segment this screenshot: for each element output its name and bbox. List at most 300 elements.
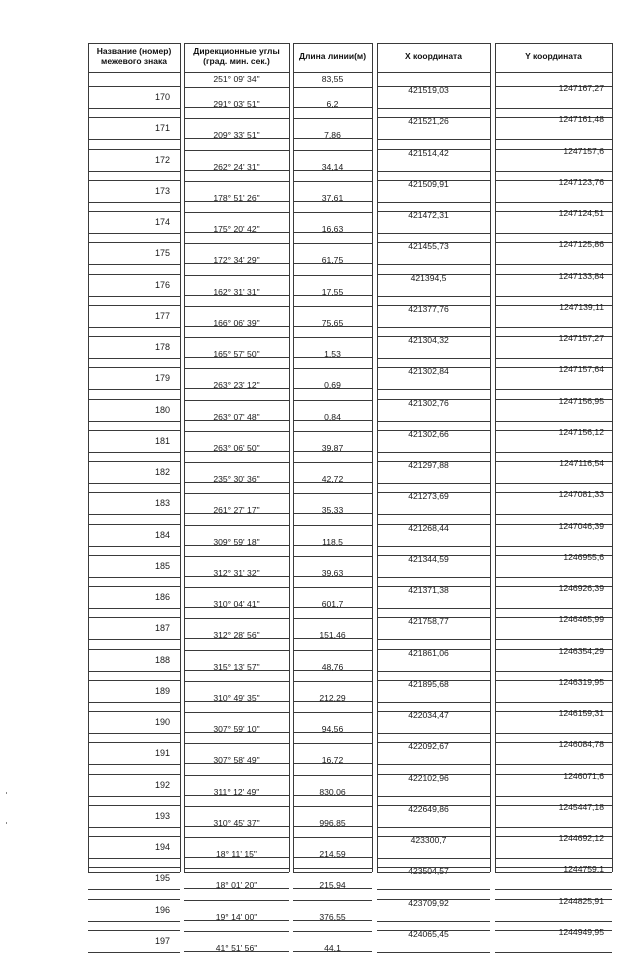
y-coordinate: 1245447,18	[558, 801, 604, 812]
direction-angle: 262° 24' 31"	[213, 161, 260, 172]
direction-angle: 307° 58' 49"	[213, 755, 260, 766]
y-coordinate: 1246084,78	[558, 739, 604, 750]
point-name: 179	[154, 373, 170, 384]
line-length: 16,72	[321, 755, 344, 766]
header-top-border	[88, 43, 180, 44]
segment-row-border	[184, 306, 289, 307]
point-name: 187	[154, 623, 170, 634]
y-coordinate: 1246071,6	[563, 770, 604, 781]
line-length: 0,84	[324, 411, 341, 422]
point-name: 176	[154, 279, 170, 290]
point-row-lower-border	[88, 858, 180, 859]
point-row-border	[88, 930, 180, 931]
segment-row-border	[184, 712, 289, 713]
point-row-lower-border	[88, 639, 180, 640]
x-coordinate: 421861,06	[408, 647, 449, 658]
direction-angle: 235° 30' 36"	[213, 474, 260, 484]
direction-angle: 18° 11' 15"	[216, 849, 257, 859]
direction-angle: 311° 12' 49"	[213, 786, 260, 797]
point-row-lower-border	[88, 358, 180, 359]
segment-row-border	[293, 587, 372, 588]
point-name: 190	[154, 717, 170, 727]
point-row-lower-border	[495, 889, 612, 890]
y-coordinate: 1247161,48	[558, 114, 604, 125]
point-row-lower-border	[377, 608, 490, 609]
point-row-border	[88, 836, 180, 837]
x-coordinate: 421297,88	[408, 460, 449, 470]
line-length: 35,33	[321, 505, 344, 516]
y-coordinate: 1246955,6	[563, 551, 604, 562]
point-row-lower-border	[495, 796, 612, 797]
point-row-border	[88, 149, 180, 150]
segment-row-border	[184, 743, 289, 744]
point-row-border	[88, 492, 180, 493]
y-coordinate: 1247046,39	[558, 520, 604, 531]
point-row-border	[88, 242, 180, 243]
x-coordinate: 421758,77	[408, 616, 449, 627]
point-row-lower-border	[377, 139, 490, 140]
point-row-lower-border	[377, 921, 490, 922]
point-row-border	[88, 617, 180, 618]
y-coordinate: 1247133,84	[558, 270, 604, 281]
point-name: 180	[154, 404, 170, 415]
y-coordinate: 1246159,31	[558, 708, 604, 718]
x-coordinate: 421302,76	[408, 397, 449, 408]
direction-angle: 166° 06' 39"	[213, 317, 260, 328]
segment-row-border	[184, 525, 289, 526]
line-length: 830,06	[319, 786, 346, 797]
point-row-border	[88, 336, 180, 337]
point-row-border	[88, 586, 180, 587]
point-row-lower-border	[495, 514, 612, 515]
point-row-lower-border	[88, 921, 180, 922]
line-length: 37,61	[321, 192, 344, 203]
segment-row-border	[293, 118, 372, 119]
segment-row-border	[293, 181, 372, 182]
point-row-lower-border	[377, 171, 490, 172]
line-length: 151,46	[319, 630, 346, 641]
y-coordinate: 1247167,27	[558, 83, 604, 93]
x-coordinate: 424065,45	[408, 928, 449, 939]
point-row-border	[88, 524, 180, 525]
segment-row-border	[184, 775, 289, 776]
point-row-lower-border	[377, 389, 490, 390]
segment-row-border	[293, 900, 372, 901]
line-length: 1,53	[324, 349, 341, 359]
x-coordinate: 421344,59	[408, 553, 449, 564]
segment-row-border	[293, 868, 372, 869]
column-border-right	[612, 43, 613, 872]
line-length: 42,72	[321, 474, 344, 484]
direction-angle: 19° 14' 00"	[215, 911, 258, 922]
direction-angle: 310° 45' 37"	[213, 817, 260, 828]
point-row-lower-border	[88, 202, 180, 203]
direction-angle: 310° 49' 35"	[213, 692, 260, 703]
point-row-border	[88, 899, 180, 900]
line-length: 601,7	[321, 599, 344, 609]
header-bottom-border	[88, 72, 180, 73]
segment-row-border	[293, 493, 372, 494]
point-row-lower-border	[88, 327, 180, 328]
point-name: 186	[154, 592, 170, 602]
point-row-lower-border	[88, 671, 180, 672]
segment-row-border	[184, 931, 289, 932]
x-coordinate: 422102,96	[408, 772, 449, 783]
line-length: 75,65	[321, 317, 344, 328]
segment-row-border	[293, 87, 372, 88]
line-length: 34,14	[321, 161, 344, 172]
table-bottom-border	[88, 872, 180, 873]
point-row-border	[88, 555, 180, 556]
point-row-lower-border	[377, 108, 490, 109]
header-y: Y координата	[525, 51, 582, 61]
line-length: 214,59	[319, 849, 346, 859]
point-row-border	[88, 805, 180, 806]
point-name: 183	[154, 498, 170, 509]
point-row-border	[88, 117, 180, 118]
line-length: 39,87	[321, 442, 344, 453]
direction-angle: 209° 33' 51"	[213, 130, 260, 141]
line-length: 996,85	[319, 817, 346, 828]
point-row-lower-border	[495, 108, 612, 109]
y-coordinate: 1244759,1	[563, 864, 604, 875]
header-x: X координата	[405, 51, 462, 61]
segment-row-border	[293, 212, 372, 213]
point-row-lower-border	[88, 827, 180, 828]
point-row-lower-border	[377, 733, 490, 734]
point-name: 175	[154, 248, 170, 259]
point-row-lower-border	[495, 764, 612, 765]
point-name: 195	[154, 873, 170, 884]
y-coordinate: 1247157,64	[558, 364, 604, 375]
table-bottom-border	[184, 872, 289, 873]
y-coordinate: 1244949,95	[558, 926, 604, 937]
point-row-border	[88, 86, 180, 87]
point-row-lower-border	[495, 827, 612, 828]
point-row-lower-border	[88, 452, 180, 453]
x-coordinate: 423504,57	[408, 866, 449, 877]
point-row-lower-border	[88, 264, 180, 265]
direction-angle: 309° 59' 18"	[213, 536, 260, 547]
header-top-border	[495, 43, 612, 44]
x-coordinate: 422092,67	[408, 741, 449, 752]
scan-speck	[6, 792, 7, 794]
point-row-lower-border	[495, 296, 612, 297]
segment-row-border	[293, 775, 372, 776]
direction-angle: 315° 13' 57"	[213, 661, 260, 672]
segment-row-border	[293, 525, 372, 526]
x-coordinate: 421394,5	[410, 272, 447, 283]
point-row-lower-border	[495, 546, 612, 547]
point-row-lower-border	[377, 858, 490, 859]
point-row-lower-border	[495, 671, 612, 672]
segment-row-border	[184, 400, 289, 401]
point-row-lower-border	[88, 108, 180, 109]
x-coordinate: 422649,86	[408, 803, 449, 814]
point-row-lower-border	[495, 358, 612, 359]
x-coordinate: 421268,44	[408, 522, 449, 533]
segment-row-border	[293, 337, 372, 338]
point-row-lower-border	[88, 233, 180, 234]
x-coordinate: 422034,47	[408, 710, 449, 720]
segment-row-border	[293, 306, 372, 307]
point-row-lower-border	[377, 233, 490, 234]
y-coordinate: 1247156,95	[558, 395, 604, 406]
line-length: 39,63	[321, 567, 344, 578]
point-row-lower-border	[377, 764, 490, 765]
point-name: 174	[154, 217, 170, 227]
segment-row-border	[293, 462, 372, 463]
direction-angle: 261° 27' 17"	[213, 505, 260, 516]
segment-row-border	[293, 618, 372, 619]
segment-row-border	[184, 275, 289, 276]
point-row-lower-border	[495, 702, 612, 703]
point-row-lower-border	[88, 764, 180, 765]
point-row-border	[88, 367, 180, 368]
point-row-lower-border	[377, 327, 490, 328]
direction-angle: 175° 20' 42"	[213, 224, 260, 234]
x-coordinate: 421302,66	[408, 428, 449, 439]
line-length: 48,76	[321, 661, 344, 672]
direction-angle: 263° 23' 12"	[213, 380, 260, 391]
segment-row-border	[184, 900, 289, 901]
point-row-lower-border	[377, 671, 490, 672]
first-length: 83,55	[321, 74, 344, 84]
point-row-lower-border	[88, 889, 180, 890]
header-top-border	[184, 43, 289, 44]
point-row-border	[88, 680, 180, 681]
point-row-lower-border	[377, 296, 490, 297]
segment-row-border	[293, 743, 372, 744]
point-row-lower-border	[377, 483, 490, 484]
point-row-lower-border	[495, 327, 612, 328]
direction-angle: 18° 01' 20"	[215, 880, 258, 891]
point-row-lower-border	[495, 608, 612, 609]
point-row-lower-border	[88, 546, 180, 547]
direction-angle: 312° 28' 56"	[213, 630, 260, 641]
x-coordinate: 421472,31	[408, 210, 449, 220]
direction-angle: 162° 31' 31"	[213, 286, 260, 297]
point-row-lower-border	[377, 577, 490, 578]
point-row-lower-border	[88, 171, 180, 172]
header-bottom-border	[377, 72, 490, 73]
point-row-lower-border	[377, 421, 490, 422]
segment-row-border	[184, 243, 289, 244]
line-length: 44,1	[324, 942, 341, 953]
point-row-lower-border	[88, 483, 180, 484]
y-coordinate: 1247157,27	[558, 333, 604, 343]
header-length: Длина линии(м)	[298, 51, 367, 61]
segment-row-border	[184, 368, 289, 369]
segment-row-border	[184, 556, 289, 557]
direction-angle: 307° 59' 10"	[213, 724, 260, 734]
direction-angle: 263° 06' 50"	[213, 442, 260, 453]
x-coordinate: 423300,7	[410, 835, 447, 845]
segment-row-border	[293, 243, 372, 244]
point-name: 178	[154, 342, 170, 352]
line-length: 376,55	[319, 911, 346, 922]
point-row-lower-border	[88, 139, 180, 140]
segment-row-border	[184, 87, 289, 88]
y-coordinate: 1244692,12	[558, 833, 604, 843]
y-coordinate: 1247081,33	[558, 489, 604, 500]
segment-row-border	[293, 400, 372, 401]
point-row-lower-border	[495, 421, 612, 422]
point-name: 173	[154, 185, 170, 196]
point-row-lower-border	[495, 921, 612, 922]
segment-row-border	[293, 368, 372, 369]
line-length: 0,69	[324, 380, 341, 391]
point-row-border	[88, 774, 180, 775]
point-row-border	[88, 180, 180, 181]
segment-row-border	[293, 806, 372, 807]
point-row-lower-border	[377, 452, 490, 453]
point-name: 171	[154, 123, 170, 134]
point-name: 191	[154, 748, 170, 759]
point-name: 192	[154, 779, 170, 790]
segment-row-border	[184, 618, 289, 619]
segment-row-border	[293, 150, 372, 151]
segment-row-border	[293, 712, 372, 713]
point-row-lower-border	[88, 514, 180, 515]
header-bottom-border	[495, 72, 612, 73]
column-border-right	[372, 43, 373, 872]
segment-row-border	[184, 150, 289, 151]
point-row-lower-border	[495, 139, 612, 140]
point-name: 189	[154, 685, 170, 696]
column-border-right	[289, 43, 290, 872]
segment-row-border	[184, 837, 289, 838]
column-border-right	[180, 43, 181, 872]
point-row-border	[88, 742, 180, 743]
x-coordinate: 421521,26	[408, 116, 449, 127]
point-row-lower-border	[88, 608, 180, 609]
header-bottom-border	[293, 72, 372, 73]
direction-angle: 310° 04' 41"	[213, 599, 260, 609]
y-coordinate: 1247125,86	[558, 239, 604, 250]
direction-angle: 165° 57' 50"	[213, 349, 260, 359]
point-name: 188	[154, 654, 170, 665]
point-row-border	[88, 711, 180, 712]
direction-angle: 263° 07' 48"	[213, 411, 260, 422]
segment-row-border	[184, 181, 289, 182]
segment-row-border	[184, 493, 289, 494]
point-name: 196	[154, 904, 170, 915]
segment-row-border	[184, 681, 289, 682]
line-length: 17,55	[321, 286, 344, 297]
line-length: 7,86	[324, 130, 341, 141]
segment-row-border	[293, 556, 372, 557]
segment-row-border	[184, 587, 289, 588]
point-name: 181	[154, 435, 170, 446]
line-length: 16,63	[321, 224, 344, 234]
x-coordinate: 421371,38	[408, 585, 449, 595]
header-top-border	[293, 43, 372, 44]
point-row-lower-border	[377, 639, 490, 640]
y-coordinate: 1246926,39	[558, 583, 604, 593]
header-top-border	[377, 43, 490, 44]
point-row-lower-border	[377, 702, 490, 703]
header-angle: Дирекционные углы (град. мин. сек.)	[193, 46, 280, 66]
x-coordinate: 421302,84	[408, 366, 449, 377]
y-coordinate: 1247116,54	[559, 458, 604, 468]
direction-angle: 41° 51' 56"	[215, 942, 258, 953]
point-row-border	[88, 461, 180, 462]
point-row-lower-border	[495, 202, 612, 203]
point-row-lower-border	[495, 577, 612, 578]
y-coordinate: 1247123,76	[558, 176, 604, 187]
point-row-lower-border	[88, 421, 180, 422]
segment-row-border	[293, 431, 372, 432]
segment-row-border	[184, 118, 289, 119]
y-coordinate: 1246319,95	[558, 676, 604, 687]
point-row-border	[88, 867, 180, 868]
scan-speck	[6, 822, 7, 824]
column-border-right	[490, 43, 491, 872]
point-row-lower-border	[88, 702, 180, 703]
y-coordinate: 1247124,51	[558, 208, 604, 218]
y-coordinate: 1247156,12	[558, 426, 604, 437]
segment-row-border	[184, 868, 289, 869]
segment-row-border	[293, 650, 372, 651]
point-row-lower-border	[495, 389, 612, 390]
point-name: 170	[154, 92, 170, 102]
segment-row-border	[293, 275, 372, 276]
table-bottom-border	[293, 872, 372, 873]
point-row-lower-border	[377, 264, 490, 265]
line-length: 6,2	[326, 99, 339, 109]
y-coordinate: 1244825,91	[558, 895, 604, 906]
x-coordinate: 421519,03	[408, 85, 449, 95]
direction-angle: 312° 31' 32"	[213, 567, 260, 578]
segment-row-border	[293, 681, 372, 682]
line-length: 118,5	[322, 536, 343, 547]
point-name: 197	[154, 935, 170, 946]
point-row-lower-border	[495, 858, 612, 859]
point-name: 194	[154, 842, 170, 852]
point-row-lower-border	[495, 233, 612, 234]
x-coordinate: 421377,76	[408, 303, 449, 314]
header-bottom-border	[184, 72, 289, 73]
line-length: 61,75	[321, 255, 344, 266]
segment-row-border	[184, 462, 289, 463]
segment-row-border	[184, 212, 289, 213]
point-row-lower-border	[377, 202, 490, 203]
y-coordinate: 1246465,99	[558, 614, 604, 625]
point-row-lower-border	[88, 389, 180, 390]
x-coordinate: 421895,68	[408, 678, 449, 689]
y-coordinate: 1247139,11	[559, 301, 604, 312]
x-coordinate: 421304,32	[408, 335, 449, 345]
segment-row-border	[184, 431, 289, 432]
line-length: 215,94	[319, 880, 346, 891]
x-coordinate: 421509,91	[408, 178, 449, 189]
segment-row-border	[293, 931, 372, 932]
point-name: 185	[154, 560, 170, 571]
direction-angle: 172° 34' 29"	[213, 255, 260, 266]
point-row-border	[88, 211, 180, 212]
line-length: 94,56	[321, 724, 344, 734]
point-row-lower-border	[377, 796, 490, 797]
point-name: 193	[154, 810, 170, 821]
point-row-border	[88, 399, 180, 400]
point-row-lower-border	[495, 171, 612, 172]
first-angle: 251° 09' 34"	[213, 74, 260, 84]
table-bottom-border	[377, 872, 490, 873]
y-coordinate: 1247157,6	[563, 145, 604, 156]
point-row-lower-border	[495, 483, 612, 484]
point-row-border	[88, 430, 180, 431]
